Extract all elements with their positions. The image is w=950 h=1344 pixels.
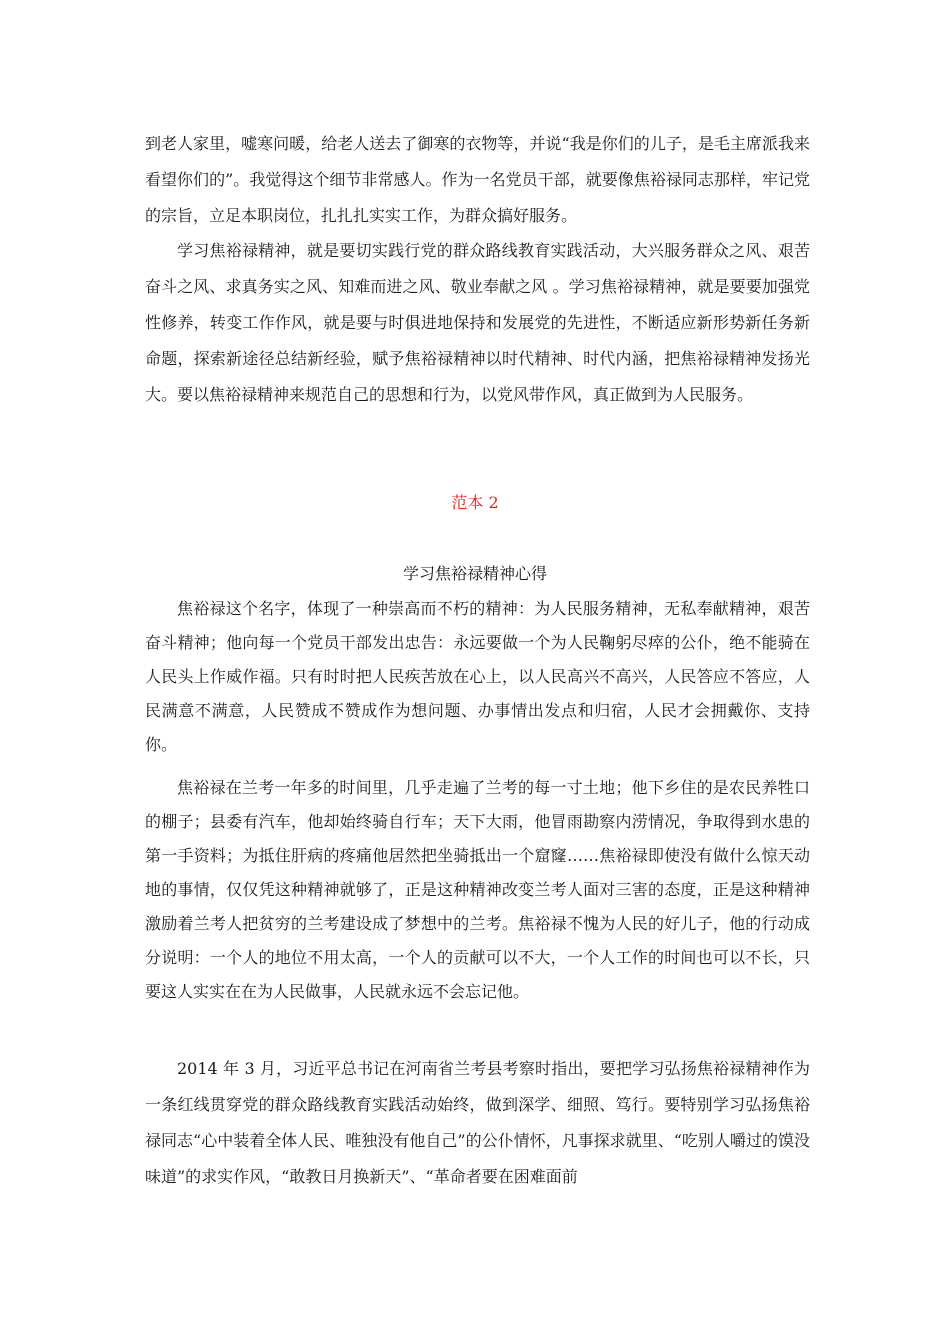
essay-title: 学习焦裕禄精神心得 — [402, 564, 547, 583]
paragraph-continued: 到老人家里，嘘寒问暖，给老人送去了御寒的衣物等，并说“我是你们的儿子，是毛主席派我来看望你们的”。我觉得这个细节非常感人。作为一名党员干部，就要像焦裕禄同志那样，牢记党的宗旨，立足本职岗位，扎扎扎实实工作，为群众搞好服务。 — [145, 134, 810, 225]
paragraph-study-spirit: 学习焦裕禄精神，就是要切实践行党的群众路线教育实践活动，大兴服务群众之风、艰苦奋斗之风、求真务实之风、知难而进之风、敬业奉献之风 。学习焦裕禄精神，就是要要加强党性修养，转变工作作风，就是要与时俱进地保持和发展党的先进性，不断适应新形势新任务新命题，探索新途径总结新经验，赋予焦裕禄精神以时代精神、时代内涵，把焦裕禄精神发扬光大。要以焦裕禄精神来规范自己的思想和行为，以党风带作风，真正做到为人民服务。 — [145, 241, 810, 404]
paragraph-2014-inspection: 2014 年 3 月，习近平总书记在河南省兰考县考察时指出，要把学习弘扬焦裕禄精神作为一条红线贯穿党的群众路线教育实践活动始终，做到深学、细照、笃行。要特别学习弘扬焦裕禄同志“心中装着全体人民、唯独没有他自己”的公仆情怀，凡事探求就里、“吃别人嚼过的馍没味道”的求实作风，“敢教日月换新天”、“革命者要在困难面前 — [145, 1059, 810, 1186]
sample-label: 范本 2 — [451, 493, 499, 512]
paragraph-name-spirit: 焦裕禄这个名字，体现了一种崇高而不朽的精神：为人民服务精神，无私奉献精神，艰苦奋斗精神；他向每一个党员干部发出忠告：永远要做一个为人民鞠躬尽瘁的公仆，绝不能骑在人民头上作威作福。只有时时把人民疾苦放在心上，以人民高兴不高兴，人民答应不答应，人民满意不满意，人民赞成不赞成作为想问题、办事情出发点和归宿，人民才会拥戴你、支持你。 — [145, 599, 810, 754]
paragraph-lankao-years: 焦裕禄在兰考一年多的时间里，几乎走遍了兰考的每一寸土地；他下乡住的是农民养牲口的棚子；县委有汽车，他却始终骑自行车；天下大雨，他冒雨勘察内涝情况，争取得到水患的第一手资料；为抵住肝病的疼痛他居然把坐骑抵出一个窟窿……焦裕禄即使没有做什么惊天动地的事情，仅仅凭这种精神就够了，正是这种精神改变兰考人面对三害的态度，正是这种精神激励着兰考人把贫穷的兰考建设成了梦想中的兰考。焦裕禄不愧为人民的好儿子，他的行动成分说明：一个人的地位不用太高，一个人的贡献可以不大，一个人工作的时间也可以不长，只要这人实实在在为人民做事，人民就永远不会忘记他。 — [145, 778, 810, 1001]
